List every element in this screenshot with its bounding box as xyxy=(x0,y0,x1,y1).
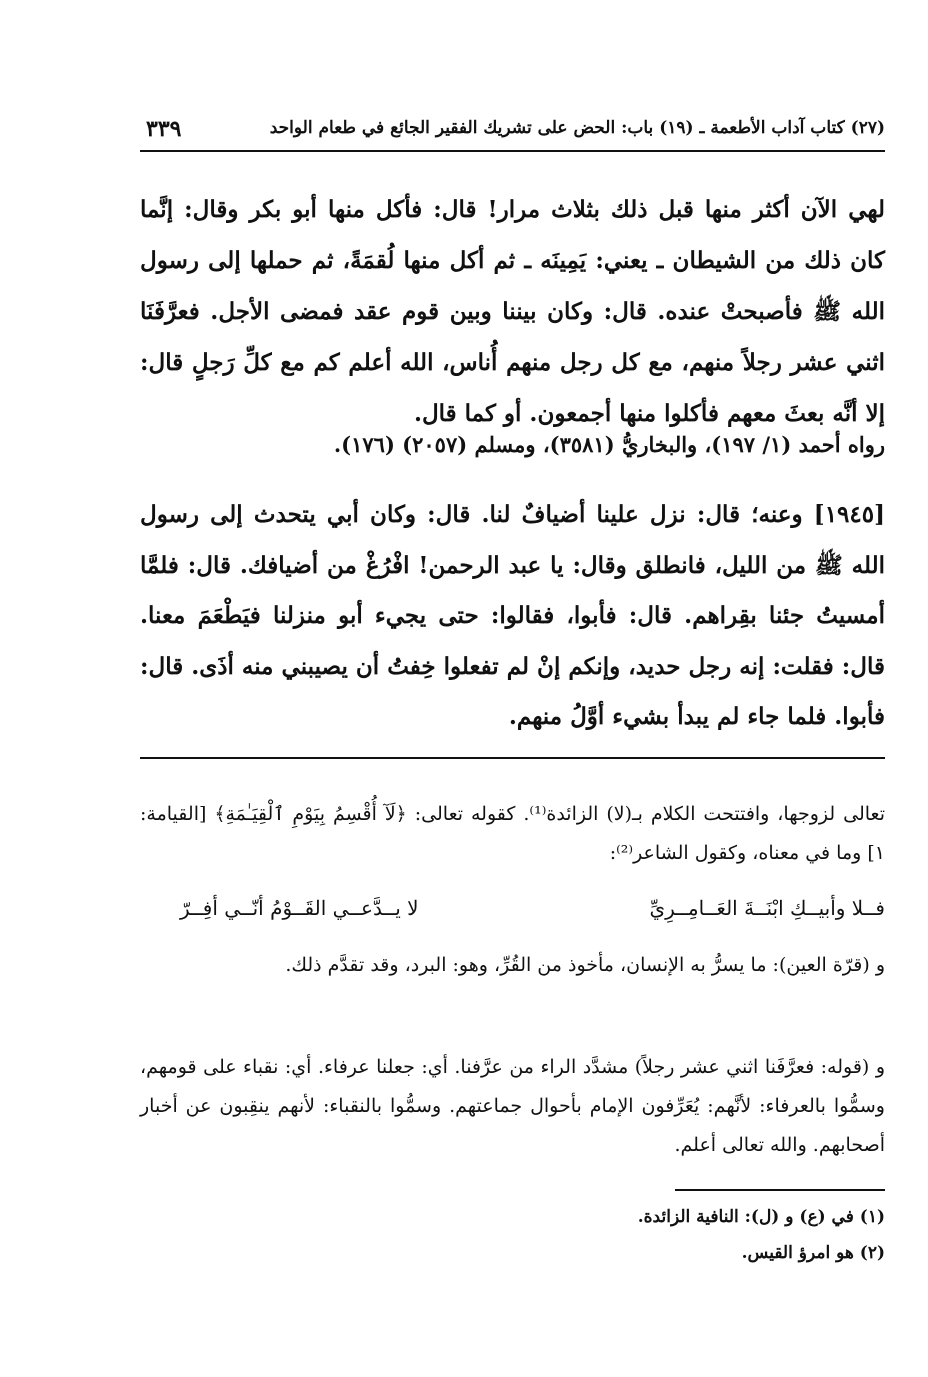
page-number: ٣٣٩ xyxy=(146,116,182,142)
verse-hemistich-second: لا يــدَّعــي القَــوْمُ أنّــي أفِــرّ xyxy=(180,896,419,920)
footnote-divider xyxy=(675,1189,885,1191)
hadith-source: رواه أحمد (١/ ١٩٧)، والبخاريُّ (٣٥٨١)، ومسلم (٢٠٥٧) (١٧٦). xyxy=(333,432,885,457)
footnote-1: (١) في (ع) و (ل): النافية الزائدة. xyxy=(637,1207,885,1227)
running-header xyxy=(140,116,885,152)
commentary-divider xyxy=(140,757,885,759)
paragraph-text: [١٩٤٥] وعنه؛ قال: نزل علينا أضيافٌ لنا. قال: وكان أبي يتحدث إلى رسول الله ﷺ من الليل، فانطلق وقال: يا عبد الرحمن! افْرُغْ من أضيافك. قال: فلمَّا أمسيتُ جئنا بقِراهم. قال: فأبوا، فقالوا: حتى يجيء أبو منزلنا فيَطْعَمَ معنا. قال: فقلت: إنه رجل حديد، وإنكم إنْ لم تفعلوا خِفتُ أن يصيبني منه أذَى. قال: فأبوا. فلما جاء لم يبدأ بشيء أوَّلُ منهم. xyxy=(140,501,885,730)
commentary-note-3: و (قوله: فعرَّفَنا اثني عشر رجلاً) مشدَّد الراء من عرَّفنا. أي: جعلنا عرفاء. أي: نقباء على قومهم، وسمُّوا بالعرفاء: لأنَّهم: يُعَرِّفون الإمام بأحوال جماعتهم. وسمُّوا بالنقباء: لأنهم ينقِبون عن أخبار أصحابهم. والله تعالى أعلم. xyxy=(140,1056,885,1156)
hadith-paragraph-1 xyxy=(140,184,885,439)
verse-hemistich-first: فــلا وأبيــكِ ابْنَــةَ العَــامِــرِيِّ xyxy=(649,896,885,920)
footnote-2: (٢) هو امرؤ القيس. xyxy=(741,1243,885,1263)
hadith-paragraph-2 xyxy=(140,490,885,743)
poetry-verse xyxy=(160,892,885,928)
commentary-note-2: و (قرّة العين): ما يسرُّ به الإنسان، مأخوذ من القُرِّ، وهو: البرد، وقد تقدَّم ذلك. xyxy=(285,954,885,976)
paragraph-text: لهي الآن أكثر منها قبل ذلك بثلاث مرار! قال: فأكل منها أبو بكر وقال: إنَّما كان ذلك من الشيطان ـ يعني: يَمِينَه ـ ثم أكل منها لُقمَةً، ثم حملها إلى رسول الله ﷺ فأصبحتْ عنده. قال: وكان بيننا وبين قوم عقد فمضى الأجل. فعرَّفَنَا اثني عشر رجلاً منهم، مع كل رجل منهم أُناس، الله أعلم كم مع كلِّ رَجلٍ قال: إلا أنَّه بعثَ معهم فأكلوا منها أجمعون. أو كما قال. xyxy=(140,196,885,427)
commentary-note-1: تعالى لزوجها، وافتتحت الكلام بـ(لا) الزائدة⁽¹⁾. كقوله تعالى: ﴿لَآ أُقْسِمُ بِيَوْمِ ٱلْقِيَـٰمَةِ﴾ [القيامة: ١] وما في معناه، وكقول الشاعر⁽²⁾: xyxy=(140,803,885,864)
header-title: (٢٧) كتاب آداب الأطعمة ـ (١٩) باب: الحض على تشريك الفقير الجائع في طعام الواحد xyxy=(269,118,885,138)
